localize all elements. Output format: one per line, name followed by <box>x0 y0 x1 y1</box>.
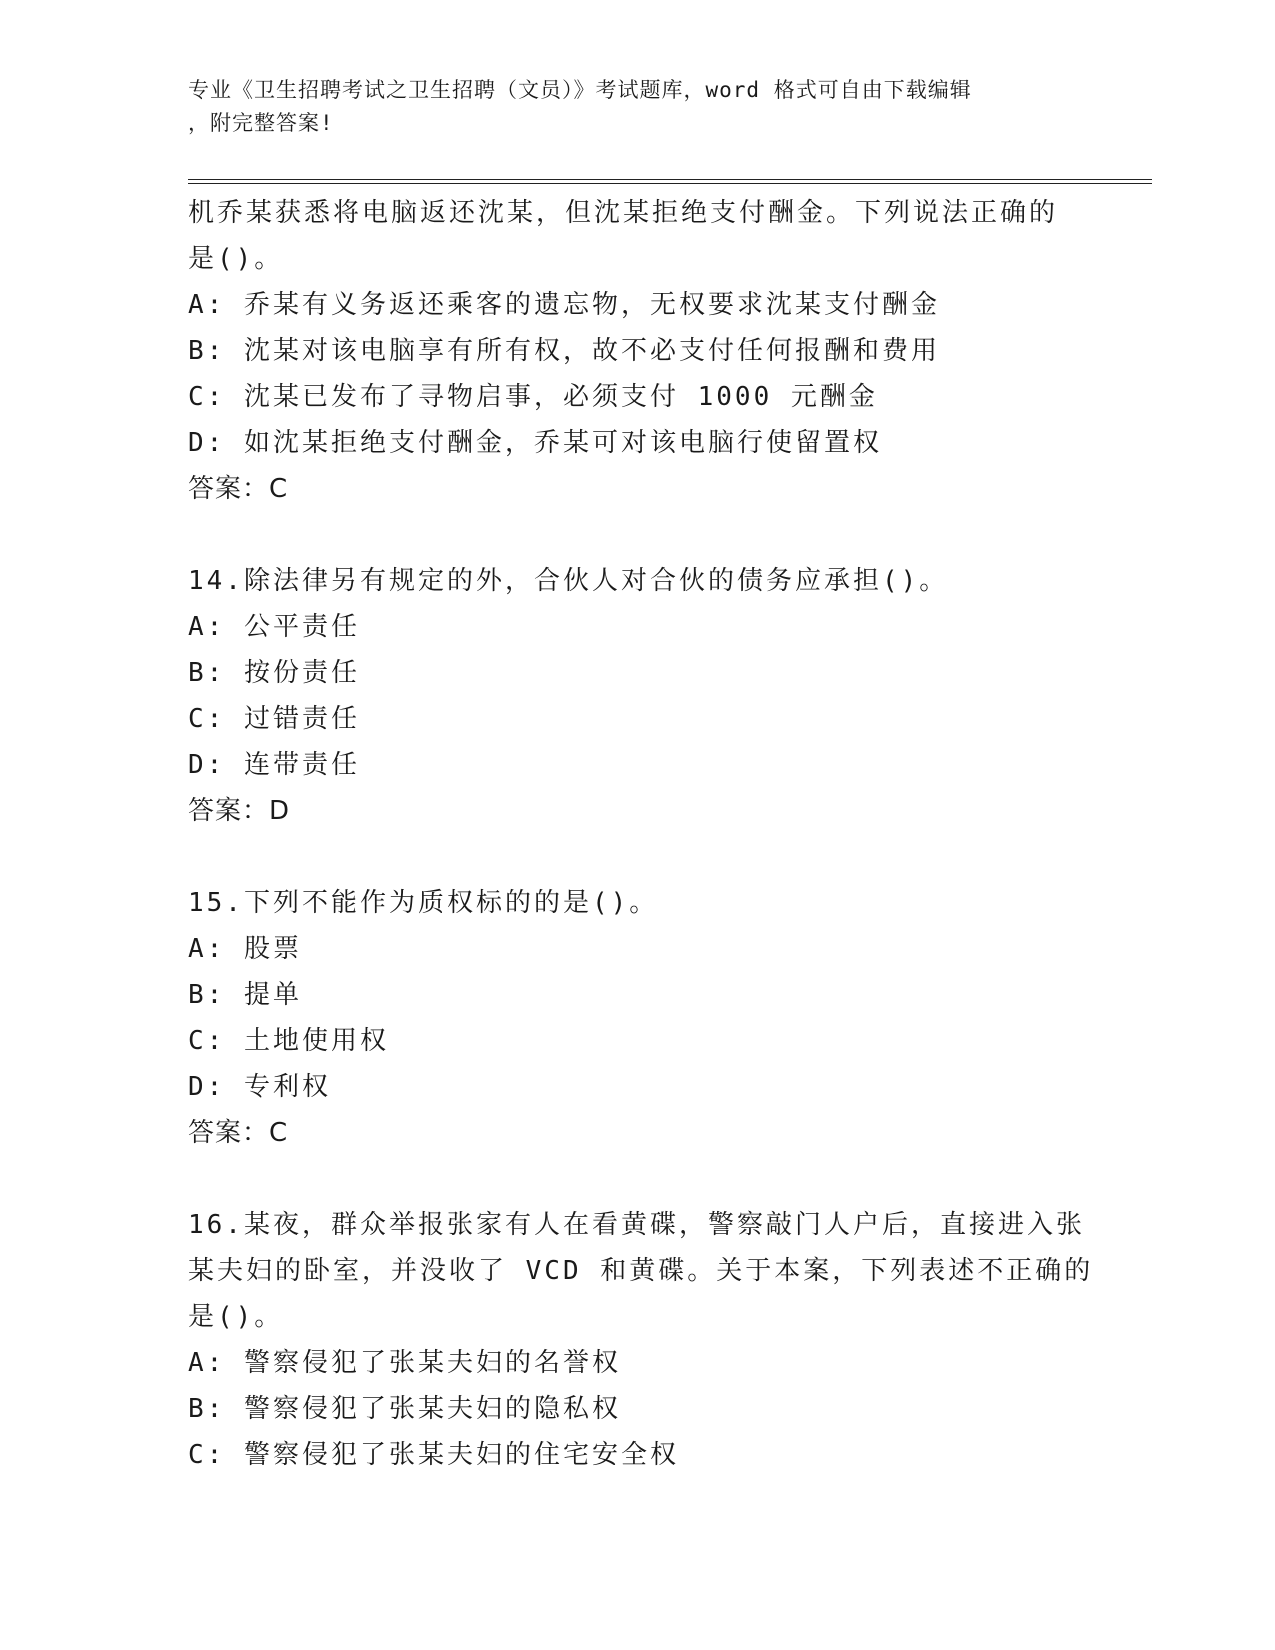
option-b: B: 警察侵犯了张某夫妇的隐私权 <box>188 1394 621 1424</box>
option-a: A: 股票 <box>188 934 302 964</box>
header-divider-top <box>188 179 1152 180</box>
answer: 答案：C <box>188 474 289 504</box>
option-a: A: 乔某有义务返还乘客的遗忘物，无权要求沈某支付酬金 <box>188 290 940 320</box>
spacer <box>188 1156 1088 1202</box>
question-13 <box>188 190 1088 512</box>
option-c: C: 过错责任 <box>188 704 360 734</box>
header-title-line-1: 专业《卫生招聘考试之卫生招聘（文员）》考试题库，word 格式可自由下载编辑 <box>188 78 972 102</box>
question-text: 14.除法律另有规定的外，合伙人对合伙的债务应承担()。 <box>188 566 949 596</box>
option-d: D: 连带责任 <box>188 750 360 780</box>
question-text: 是()。 <box>188 1302 284 1332</box>
answer: 答案：D <box>188 796 291 826</box>
spacer <box>188 512 1088 558</box>
question-text: 某夫妇的卧室，并没收了 VCD 和黄碟。关于本案，下列表述不正确的 <box>188 1256 1094 1286</box>
question-text: 16.某夜，群众举报张家有人在看黄碟，警察敲门人户后，直接进入张 <box>188 1210 1085 1240</box>
spacer <box>188 834 1088 880</box>
question-text: 15.下列不能作为质权标的的是()。 <box>188 888 659 918</box>
question-text: 是()。 <box>188 244 284 274</box>
option-b: B: 沈某对该电脑享有所有权，故不必支付任何报酬和费用 <box>188 336 940 366</box>
question-15 <box>188 880 1088 1156</box>
option-a: A: 公平责任 <box>188 612 360 642</box>
option-c: C: 警察侵犯了张某夫妇的住宅安全权 <box>188 1440 679 1470</box>
option-d: D: 如沈某拒绝支付酬金，乔某可对该电脑行使留置权 <box>188 428 882 458</box>
option-b: B: 按份责任 <box>188 658 360 688</box>
option-c: C: 土地使用权 <box>188 1026 389 1056</box>
option-c: C: 沈某已发布了寻物启事，必须支付 1000 元酬金 <box>188 382 878 412</box>
option-b: B: 提单 <box>188 980 302 1010</box>
question-16 <box>188 1202 1094 1478</box>
question-14 <box>188 558 1088 834</box>
answer: 答案：C <box>188 1118 289 1148</box>
question-text: 机乔某获悉将电脑返还沈某，但沈某拒绝支付酬金。下列说法正确的 <box>188 198 1059 228</box>
header-title-line-2: ，附完整答案! <box>188 111 334 135</box>
header-divider-bottom <box>188 183 1152 184</box>
option-a: A: 警察侵犯了张某夫妇的名誉权 <box>188 1348 621 1378</box>
document-body <box>188 190 1094 1478</box>
option-d: D: 专利权 <box>188 1072 331 1102</box>
document-header <box>188 74 1068 140</box>
